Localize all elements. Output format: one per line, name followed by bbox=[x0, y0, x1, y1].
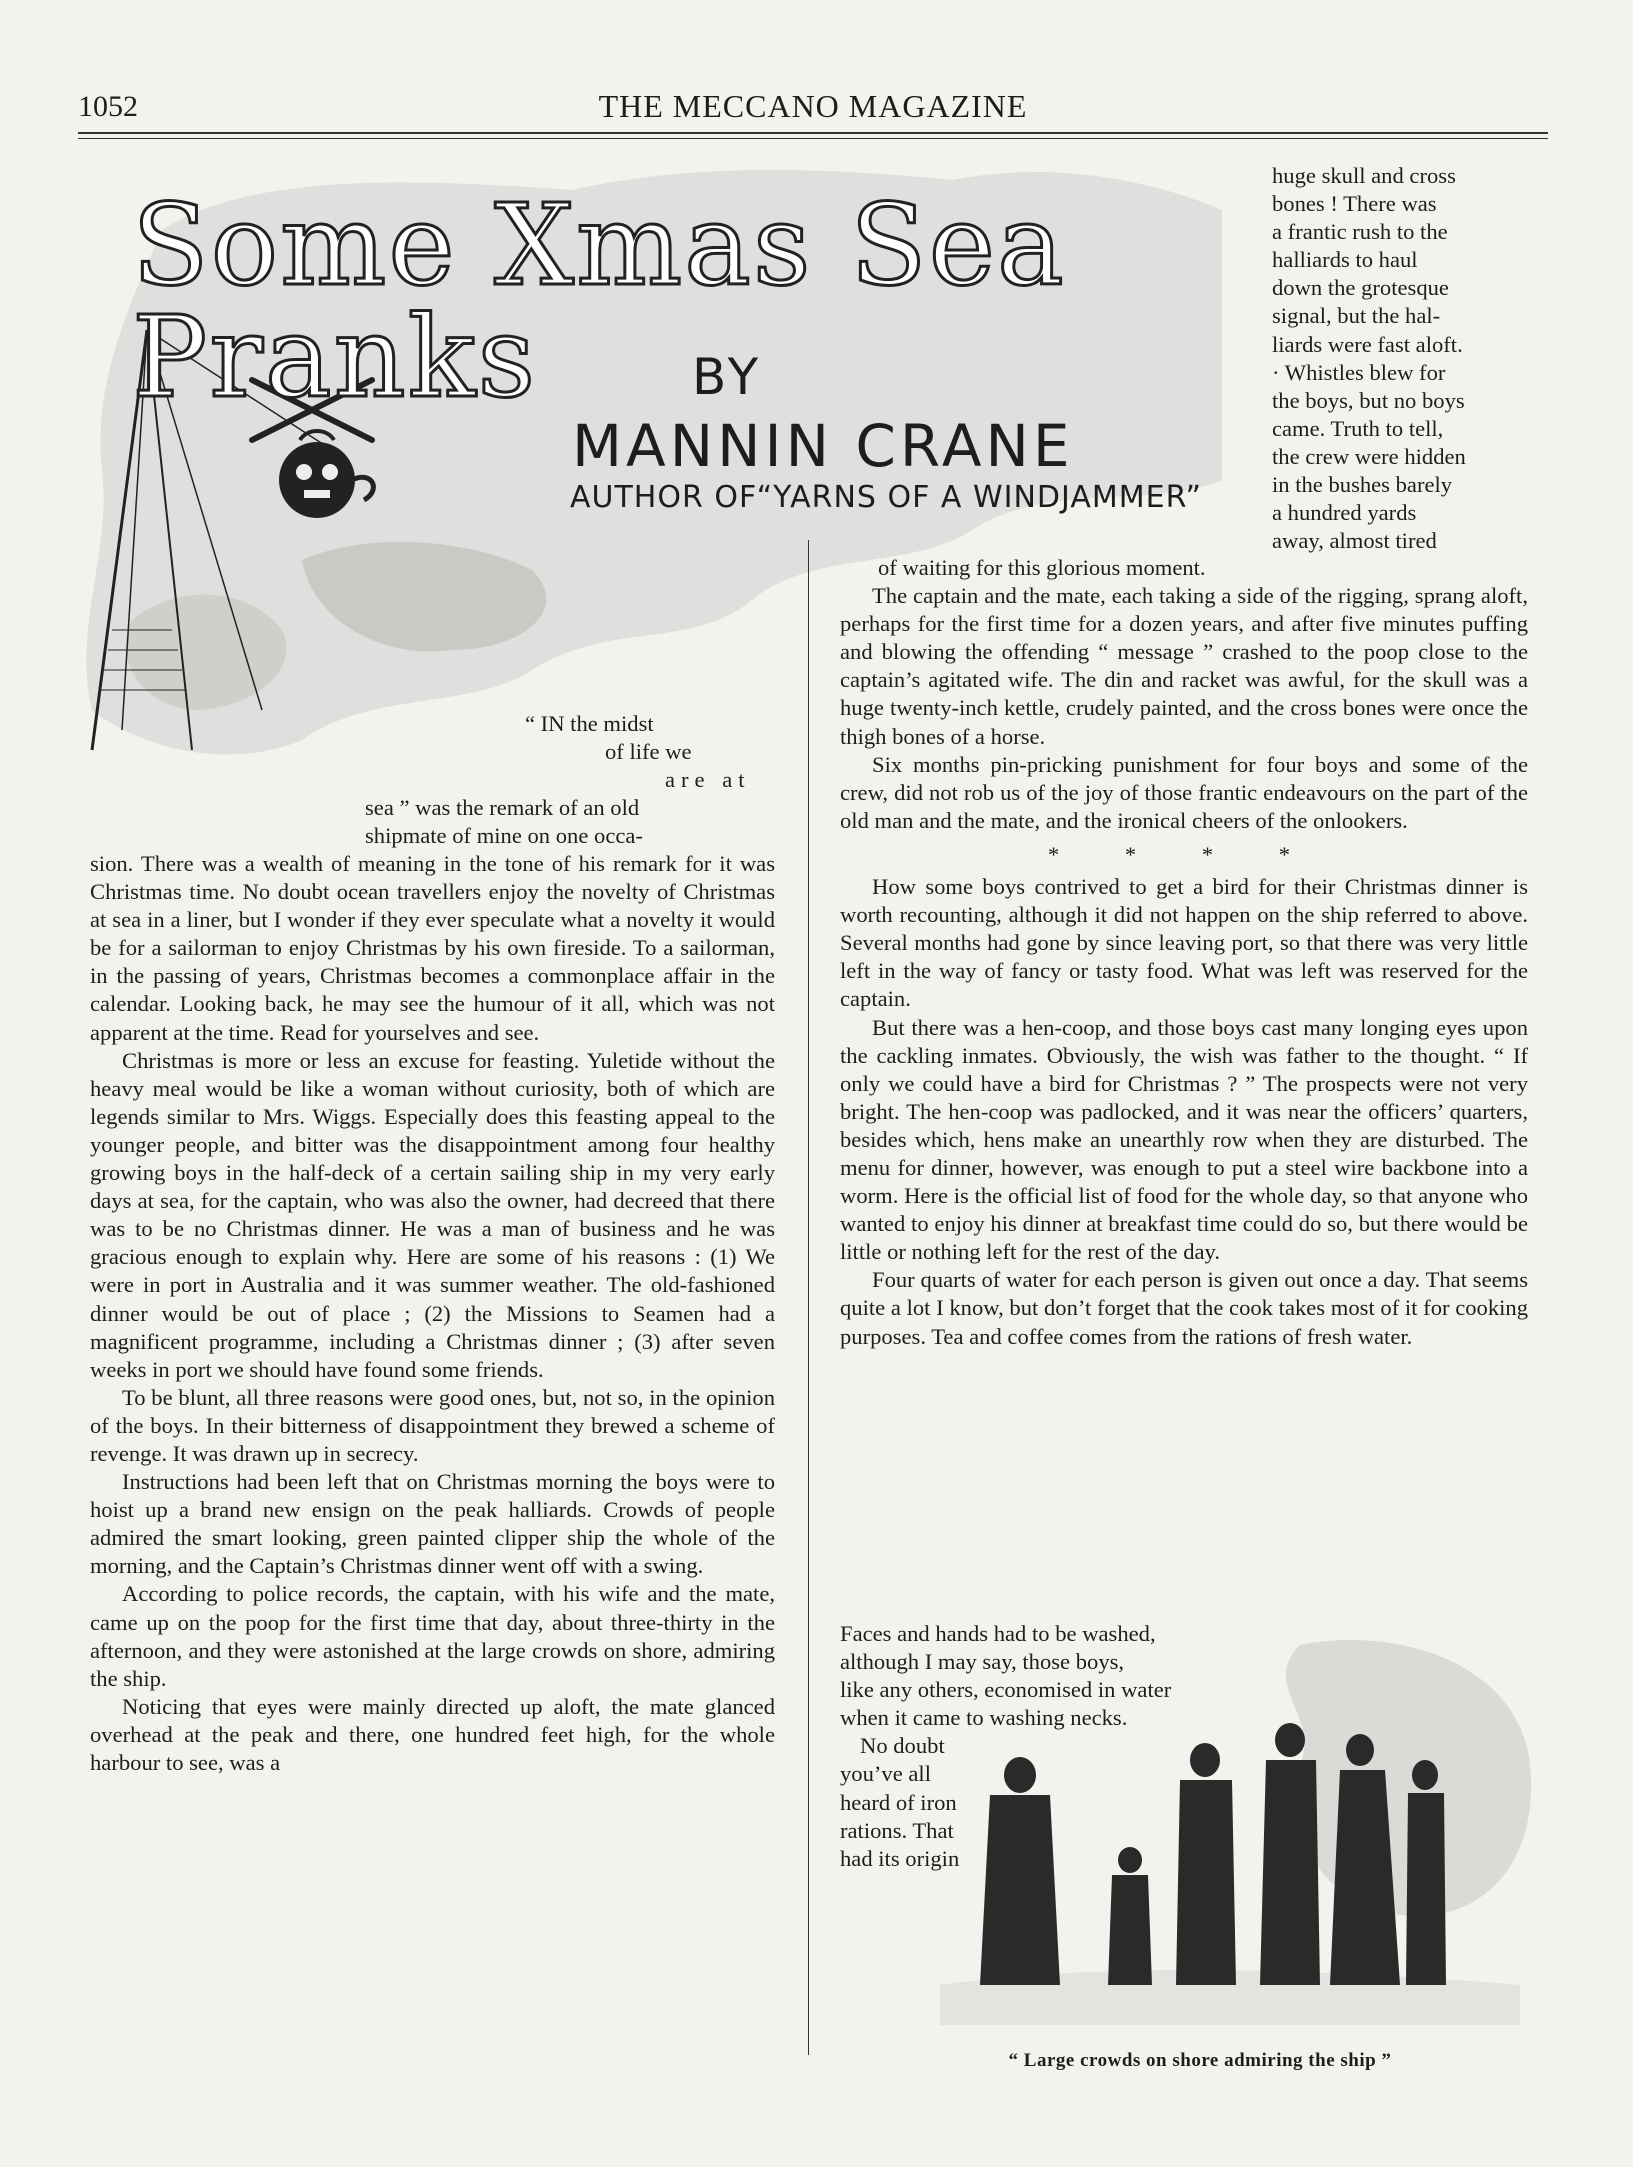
crowd-drawing bbox=[880, 1625, 1540, 2045]
right-bottom-line: like any others, economised in water bbox=[840, 1677, 1172, 1703]
right-top-line: the boys, but no boys bbox=[1272, 387, 1465, 413]
right-bottom-line: when it came to washing necks. bbox=[840, 1705, 1128, 1731]
column-divider bbox=[808, 540, 809, 2055]
right-paragraph: How some boys contrived to get a bird for their Christmas dinner is worth recounting, although it did not happen on the ship referred to above. Several months had gone by since leaving port, so that there was very little left in the way of fancy or tasty food. What was left was reserved for the captain. bbox=[840, 874, 1528, 1012]
right-bottom-line: although I may say, those boys, bbox=[840, 1649, 1125, 1675]
magazine-title: THE MECCANO MAGAZINE bbox=[598, 88, 1028, 124]
intro-line-1: “ IN the midst bbox=[525, 711, 654, 736]
right-top-line: · Whistles blew for bbox=[1272, 359, 1446, 385]
right-top-line: away, almost tired bbox=[1272, 528, 1437, 554]
left-paragraph: Instructions had been left that on Christmas morning the boys were to hoist up a brand new ensign on the peak halliards. Crowds of people admired the smart looking, green painted clipper ship the whole of the morning, and the Captain’s Christmas dinner went off with a swing. bbox=[90, 1469, 775, 1579]
right-top-line: came. Truth to tell, bbox=[1272, 415, 1444, 441]
page-header bbox=[78, 84, 1548, 130]
header-rule-thin bbox=[78, 138, 1548, 139]
right-top-line: a frantic rush to the bbox=[1272, 219, 1448, 245]
right-bottom-line: had its origin bbox=[840, 1845, 960, 1871]
right-column bbox=[840, 554, 1528, 1351]
right-top-line: signal, but the hal- bbox=[1272, 303, 1441, 329]
left-paragraph: To be blunt, all three reasons were good ones, but, not so, in the opinion of the boys. In their bitterness of disappointment they brewed a scheme of revenge. It was drawn up in secrecy. bbox=[90, 1384, 775, 1466]
right-top-line: a hundred yards bbox=[1272, 500, 1417, 526]
intro-line-3: are at bbox=[665, 767, 751, 793]
right-top-line: huge skull and cross bbox=[1272, 163, 1456, 188]
right-top-line: liards were fast aloft. bbox=[1272, 331, 1463, 357]
illustration-caption: “ Large crowds on shore admiring the ship ” bbox=[1008, 2050, 1392, 2071]
right-top-line: in the bushes barely bbox=[1272, 472, 1453, 498]
section-separator: * * * * bbox=[1047, 841, 1321, 867]
crowd-illustration bbox=[880, 1625, 1540, 2045]
right-paragraph: The captain and the mate, each taking a side of the rigging, sprang aloft, perhaps for the first time for a dozen years, and after five minutes puffing and blowing the offending “ message ” crashed to the poop close to the captain’s agitated wife. The din and racket was awful, for the skull was a huge twenty-inch kettle, crudely painted, and the cross bones were once the thigh bones of a horse. bbox=[840, 583, 1528, 749]
right-paragraph: of waiting for this glorious moment. bbox=[878, 555, 1206, 580]
right-bottom-line: rations. That bbox=[840, 1817, 954, 1843]
left-paragraph: Christmas is more or less an excuse for feasting. Yuletide without the heavy meal would be like a woman without curiosity, both of which are legends similar to Mrs. Wiggs. Especially does this feasting appeal to the younger people, and bitter was the disappointment among four healthy growing boys in the half-deck of a certain sailing ship in my very early days at sea, for the captain, who was also the owner, had decreed that there was to be no Christmas dinner. He was a man of business and he was gracious enough to explain why. Here are some of his reasons : (1) We were in port in Australia and it was summer weather. The old-fashioned dinner would be out of place ; (2) the Missions to Seamen had a magnificent programme, including a Christmas dinner ; (3) after seven weeks in port we should have found some friends. bbox=[90, 1047, 775, 1382]
author-name: MANNIN CRANE bbox=[572, 412, 1074, 480]
right-top-block bbox=[1272, 162, 1528, 555]
right-top-line: the crew were hidden bbox=[1272, 443, 1466, 469]
left-column bbox=[90, 850, 775, 1777]
right-bottom-line: Faces and hands had to be washed, bbox=[840, 1621, 1156, 1646]
intro-line-4: sea ” was the remark of an old bbox=[365, 795, 640, 821]
left-paragraph: According to police records, the captain, with his wife and the mate, came up on the poop for the first time that day, about three-thirty in the afternoon, and they were astonished at the large crowds on shore, admiring the ship. bbox=[90, 1581, 775, 1691]
left-intro bbox=[365, 710, 775, 850]
header-rule bbox=[78, 132, 1548, 134]
right-bottom-line: No doubt bbox=[860, 1733, 945, 1759]
right-paragraph: Six months pin-pricking punishment for four boys and some of the crew, did not rob us of the joy of those frantic endeavours on the part of the old man and the mate, and the ironical cheers of the onlookers. bbox=[840, 751, 1528, 833]
right-bottom-line: heard of iron bbox=[840, 1789, 957, 1815]
right-paragraph: Four quarts of water for each person is given out once a day. That seems quite a lot I know, but don’t forget that the cook takes most of it for cooking purposes. Tea and coffee comes from the rations of fresh water. bbox=[840, 1267, 1528, 1349]
intro-line-5: shipmate of mine on one occa- bbox=[365, 823, 643, 849]
article-title: Some Xmas Sea Pranks bbox=[132, 181, 1066, 423]
byline-by: BY bbox=[692, 348, 763, 406]
right-top-line: bones ! There was bbox=[1272, 191, 1437, 217]
left-paragraph: Noticing that eyes were mainly directed up aloft, the mate glanced overhead at the peak and there, one hundred feet high, for the whole harbour to see, was a bbox=[90, 1693, 775, 1775]
left-paragraph: sion. There was a wealth of meaning in the tone of his remark for it was Christmas time. No doubt ocean travellers enjoy the novelty of Christmas at sea in a liner, but I wonder if they ever speculate what a novelty it would be for a sailorman to enjoy Christmas by his own fireside. To a sailorman, in the passing of years, Christmas becomes a commonplace affair in the calendar. Looking back, he may see the humour of it all, which was not apparent at the time. Read for yourselves and see. bbox=[90, 851, 775, 1045]
page-number: 1052 bbox=[78, 90, 138, 123]
right-paragraph: But there was a hen-coop, and those boys cast many longing eyes upon the cackling inmates. Obviously, the wish was father to the thought. “ If only we could have a bird for Christmas ? ” The prospects were not very bright. The hen-coop was padlocked, and it was near the officers’ quarters, besides which, hens make an unearthly row when they are disturbed. The menu for dinner, however, was enough to put a steel wire backbone into a worm. Here is the official list of food for the whole day, so that anyone who wanted to enjoy his dinner at breakfast time could do so, but there would be little or nothing left for the rest of the day. bbox=[840, 1014, 1528, 1265]
intro-line-2: of life we bbox=[605, 739, 692, 765]
right-top-line: halliards to haul bbox=[1272, 247, 1418, 273]
right-top-line: down the grotesque bbox=[1272, 275, 1449, 301]
right-bottom-line: you’ve all bbox=[840, 1761, 931, 1787]
author-credit: AUTHOR OF“YARNS OF A WINDJAMMER” bbox=[570, 480, 1203, 515]
